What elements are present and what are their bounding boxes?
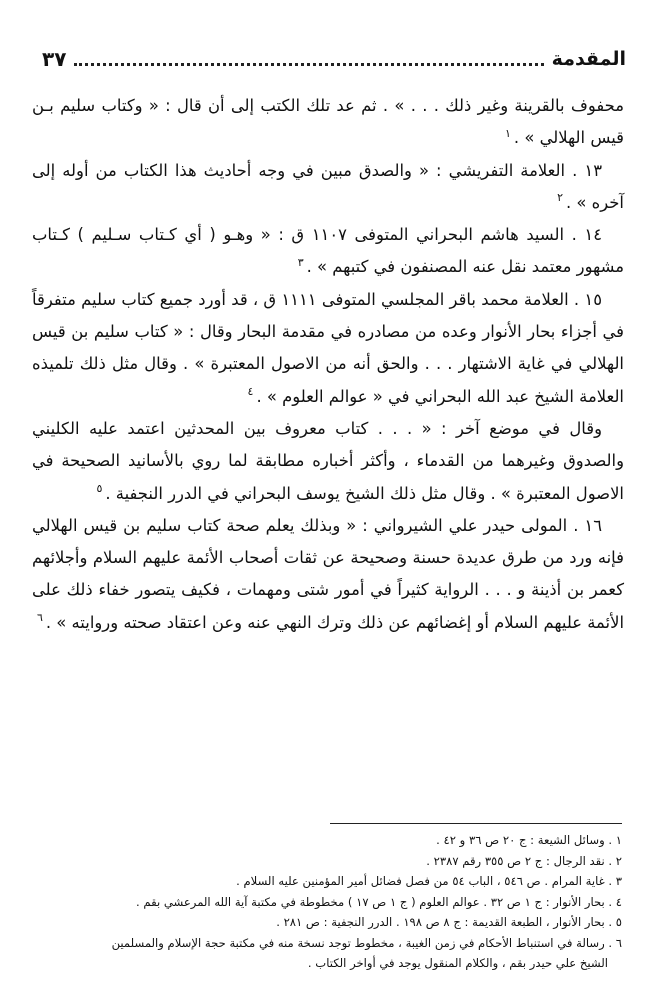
paragraph-text: ١٤ . السيد هاشم البحراني المتوفى ١١٠٧ ق : « وهـو ( أي كـتاب سـليم ) كـتاب مشهور معتمد نقل عنه المصنفون في كتبهم » . — [32, 225, 624, 277]
footnote-3: ٣ . غاية المرام . ص ٥٤٦ ، الباب ٥٤ من فصل فضائل أمير المؤمنين عليه السلام . — [236, 874, 622, 888]
footnote-6: ٦ . رسالة في استنباط الأحكام في زمن الغيبة ، مخطوط توجد نسخة منه في مكتبة حجة الإسلام والمسلمين — [111, 935, 622, 950]
footnote-marker: ٢ — [557, 191, 564, 205]
footnote-1: ١ . وسائل الشيعة : ج ٢٠ ص ٣٦ و ٤٢ . — [436, 833, 622, 847]
paragraph-text: محفوف بالقرينة وغير ذلك . . . » . ثم عد تلك الكتب إلى أن قال : « وكتاب سليم بـن قيس الهلالي » . — [32, 96, 624, 148]
paragraph-1 — [32, 90, 624, 155]
footnote-marker: ٦ — [36, 611, 43, 625]
paragraph-6 — [32, 510, 624, 639]
paragraph-2 — [32, 155, 624, 220]
footnote-marker: ٥ — [96, 482, 103, 496]
page-number: ٣٧ — [42, 47, 67, 71]
running-header-title: المقدمة — [551, 48, 626, 70]
footnote-5: ٥ . بحار الأنوار ، الطبعة القديمة : ج ٨ ص ١٩٨ . الدرر النجفية : ص ٢٨١ . — [276, 915, 622, 929]
header-dot-leader — [74, 63, 543, 66]
footnote-6-continuation: الشيخ علي حيدر بقم ، والكلام المنقول يوجد في أواخر الكتاب . — [307, 956, 608, 970]
running-header — [42, 40, 626, 74]
footnote-separator — [330, 823, 622, 824]
paragraph-3 — [32, 219, 624, 284]
paragraph-text: ١٥ . العلامة محمد باقر المجلسي المتوفى ١١١١ ق ، قد أورد جميع كتاب سليم متفرقاً في أجزاء بحار الأنوار وعده من مصادره في مقدمة البحار وقال : « كتاب سليم بن قيس الهلالي في غاية الاشتهار . . . والحق أنه من الاصول المعتبرة » . وقال مثل ذلك تلميذه العلامة الشيخ عبد الله البحراني في « عوالم العلوم » . — [32, 289, 624, 406]
footnote-marker: ٣ — [297, 256, 304, 270]
footnote-4: ٤ . بحار الأنوار : ج ١ ص ٣٢ . عوالم العلوم ( ج ١ ص ١٧ ) مخطوطة في مكتبة آية الله المرعشي بقم . — [136, 894, 622, 909]
main-text — [32, 90, 624, 639]
paragraph-5 — [32, 413, 624, 510]
footnotes — [30, 830, 622, 974]
footnote-marker: ٤ — [247, 385, 254, 399]
footnote-marker: ١ — [504, 126, 511, 140]
paragraph-text: ١٣ . العلامة التفريشي : « والصدق مبين في وجه أحاديث هذا الكتاب من أوله إلى آخره » . — [32, 160, 624, 212]
paragraph-text: وقال في موضع آخر : « . . . كتاب معروف بين المحدثين اعتمد عليه الكليني والصدوق وغيرهما من القدماء ، وأكثر أخباره مطابقة لما روي بالأسانيد الصحيحة في الاصول المعتبرة » . وقال مثل ذلك الشيخ يوسف البحراني في الدرر النجفية . — [32, 418, 624, 503]
footnote-2: ٢ . نقد الرجال : ج ٢ ص ٣٥٥ رقم ٢٣٨٧ . — [426, 853, 622, 868]
paragraph-text: ١٦ . المولى حيدر علي الشيرواني : « وبذلك يعلم صحة كتاب سليم بن قيس الهلالي فإنه ورد من طرق عديدة حسنة وصحيحة عن ثقات أصحاب الأئمة عليهم السلام وأجلائهم كعمر بن أذينة و . . . الرواية كثيراً في أمور شتى ومهمات ، فكيف يتصور خفاء ذلك على الأئمة عليهم السلام أو إغضائهم عن ذلك وترك النهي عنه وعن اعتقاد صحته وروايته » . — [32, 515, 624, 632]
paragraph-4 — [32, 284, 624, 413]
